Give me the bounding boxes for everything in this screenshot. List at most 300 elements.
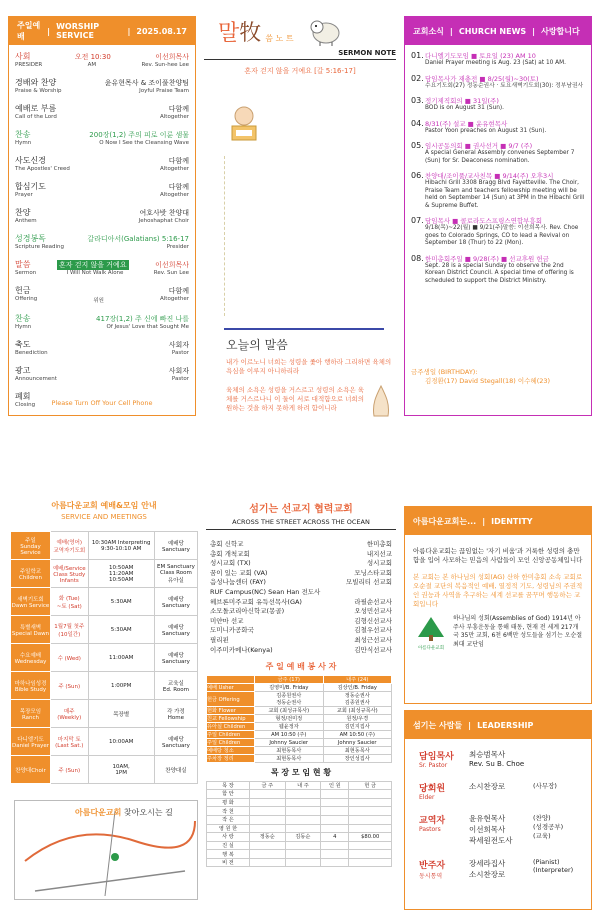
identity-header: 아름다운교회는... | IDENTITY — [405, 507, 591, 535]
leader-extra: (사무장) — [533, 782, 557, 790]
worship-item-name: 축도 — [15, 340, 31, 349]
news-item-text: Hibachi Grill 3308 Bragg Blvd Fayetteville. The Choir, Praise Team and teachers fellowship meeting will be held on September 14 (Sun) at 3PM in the Hibachi Grill & Supreme Buffet. — [425, 180, 585, 209]
service-row — [11, 644, 198, 672]
mission-partner: 오성민선교사 — [354, 607, 392, 616]
duty-row — [207, 684, 392, 692]
service-name: 주일학교 Children — [11, 560, 51, 588]
worship-item-leader: 다함께 — [168, 287, 189, 295]
news-item-number: 08. — [411, 253, 424, 263]
news-item-title: 한미총회주일 ■ 9/28(주) ■ 선교후원 헌금 — [425, 254, 549, 263]
leader-role-en: Pastors — [419, 826, 441, 833]
service-place: 예배당 Sanctuary — [154, 588, 197, 616]
news-item — [411, 171, 585, 210]
service-time: 11:00AM — [88, 644, 154, 672]
worship-item-name-en: Scripture Reading — [15, 244, 65, 250]
duty-row — [207, 747, 392, 755]
ranch-row — [207, 790, 392, 799]
tree-logo-icon — [416, 615, 446, 641]
ranch-cell: 진 실 — [207, 841, 250, 850]
leadership-header-right: LEADERSHIP — [477, 720, 534, 730]
ranch-row — [207, 858, 392, 867]
duty-cell: 교회 (최성규목사) — [255, 707, 324, 715]
ranch-cell — [249, 824, 285, 833]
worship-item-leader: 417장(1,2) 주 신에 빠진 나를 — [96, 315, 189, 323]
sermon-title-mok: 牧 — [239, 21, 262, 46]
leader-name-en: Rev. Su B. Choe — [469, 760, 525, 768]
service-name: 목장모임 Ranch — [11, 700, 51, 728]
mission-name: 필리핀 — [210, 635, 229, 644]
worship-item-name: 찬양 — [15, 208, 31, 217]
ranch-cell — [349, 858, 392, 867]
child-reading-icon — [224, 102, 264, 142]
ranch-cell — [285, 790, 321, 799]
worship-item-hymn2 — [9, 313, 195, 330]
news-item-title: 정기제직회의 ■ 31일(주) — [425, 97, 499, 105]
mission-item — [206, 598, 396, 608]
worship-item-reading — [9, 233, 195, 250]
duty-role: 헌금 Offering — [207, 692, 255, 707]
mission-partner: 모닝스타교회 — [354, 568, 392, 577]
worship-item-name: 광고 — [15, 366, 31, 375]
worship-item-name: 폐회 — [15, 392, 31, 401]
service-place: 예배당 Sanctuary — [154, 616, 197, 644]
service-name: 새벽기도회 Dawn Service — [11, 588, 51, 616]
mission-partner: 김만식선교사 — [354, 645, 392, 654]
ranch-row — [207, 824, 392, 833]
news-item-title: 담임목사 ■ 콜로라도스프링스연합부흥회 — [425, 217, 543, 225]
ranch-cell: 김동순 — [285, 833, 321, 842]
worship-item-detail: 혼자 걷지 않을 거예요 — [59, 261, 127, 269]
identity-header-left: 아름다운교회는... — [413, 516, 477, 526]
news-item-number: 07. — [411, 216, 424, 225]
mission-subtitle: ACROSS THE STREET ACROSS THE OCEAN — [206, 518, 396, 530]
duty-row — [207, 707, 392, 715]
ranch-cell: 행 복 — [207, 850, 250, 859]
service-place: 예배당 Sanctuary — [154, 728, 197, 756]
ranch-cell — [249, 807, 285, 816]
news-item-number: 06. — [411, 171, 424, 180]
service-day: 화 (Tue) ~토 (Sat) — [51, 588, 89, 616]
service-row — [11, 756, 198, 784]
worship-item-call — [9, 103, 195, 120]
mission-name: RUF Campus(NC) Sean Han 전도사 — [210, 587, 321, 596]
ranch-cell: 4 — [321, 833, 349, 842]
duty-col-header: 금주 (17) — [255, 676, 324, 684]
ranch-cell — [349, 850, 392, 859]
map — [14, 800, 198, 900]
worship-item-name: 합심기도 — [15, 182, 46, 191]
ranch-cell: 작 천 — [207, 807, 250, 816]
news-item-title: 담임목사가 재충전 ■ 8/25(월)~30(토) — [425, 74, 539, 83]
service-row — [11, 728, 198, 756]
ranch-col-header: 헌 금 — [349, 782, 392, 790]
news-item-text: 수요기도회(27) 정동순권사 · 토요새벽기도회(30): 정부남권사 — [425, 82, 584, 89]
worship-item-name-en: Prayer — [15, 192, 33, 198]
worship-item-leader: 여호사밧 찬양대 — [139, 209, 189, 217]
duty-role: 친교 Fellowship — [207, 715, 255, 723]
service-row — [11, 616, 198, 644]
mission-name: 이주미카메나(Kenya) — [210, 645, 273, 654]
worship-item-leader: 200장(1,2) 주의 피로 이룬 샘물 — [89, 131, 189, 139]
worship-item-leader-en: Altogether — [160, 166, 189, 172]
mission-partner: 김철우선교사 — [354, 626, 392, 635]
worship-item-leader: 갈라디아서(Galatians) 5:16-17 — [87, 235, 189, 243]
duty-role: 주차장 정리 — [207, 755, 255, 763]
mission-partner: 라필순선교사 — [354, 597, 392, 606]
identity-panel — [404, 506, 592, 704]
worship-item-name-en: Announcement — [15, 376, 57, 382]
service-name: 마하나임성경 Bible Study — [11, 672, 51, 700]
ranch-cell: 함 안 — [207, 790, 250, 799]
worship-item-leader-en: Joyful Praise Team — [139, 88, 189, 94]
leader-row — [419, 781, 583, 801]
mission-partner: 내지선교 — [366, 549, 392, 558]
news-item-text: 9/18(목)~22(월) ■ 9/21(주)말씀: 이선희목사. Rev. Choe goes to Colorado Springs, CO to lead a Revival on September 18 (Thur) to 22 (Mon). — [425, 225, 579, 246]
duty-cell: Johnny Saucier — [255, 739, 324, 747]
worship-item-name-en: Sermon — [15, 270, 37, 276]
duty-role: 주일 Children — [207, 731, 255, 739]
mission-partner: 성시교회 — [366, 559, 392, 568]
worship-item-announce — [9, 365, 195, 382]
worship-order-list — [9, 45, 195, 408]
ranch-cell: 영 원 한 — [207, 824, 250, 833]
mission-item — [206, 550, 396, 560]
duty-cell: Johnny Saucier — [323, 739, 392, 747]
sermon-note-panel — [204, 16, 396, 416]
news-item-title: 8/31(주) 설교 ■ 윤유현목사 — [425, 119, 508, 128]
service-day: 매주 (Weekly) — [51, 700, 89, 728]
worship-item-leader-en: Rev. Sun-hee Lee — [141, 62, 189, 68]
service-time: 10:50AM 11:20AM 10:50AM — [88, 560, 154, 588]
ranch-row — [207, 807, 392, 816]
ranch-cell — [249, 858, 285, 867]
worship-item-leader: 다함께 — [168, 105, 189, 113]
ranch-cell — [321, 841, 349, 850]
ranch-col-header: 내 주 — [285, 782, 321, 790]
mission-partner: 한미총회 — [366, 540, 392, 548]
duty-role: 예배당 청소 — [207, 747, 255, 755]
worship-item-leader-en: Altogether — [160, 192, 189, 198]
ranch-cell — [285, 824, 321, 833]
ranch-cell — [349, 790, 392, 799]
service-day: 수 (Wed) — [51, 644, 89, 672]
duty-cell: 정동순권사 김종원권사 — [323, 692, 392, 707]
ranch-cell — [321, 858, 349, 867]
service-place: 각 가정 Home — [154, 700, 197, 728]
duty-col-header — [207, 676, 255, 684]
mission-name: 성시교회 (TX) — [210, 559, 251, 568]
worship-header-date: 2025.08.17 — [136, 26, 187, 36]
news-item-title: 임시공동의회 ■ 권사선거 ■ 9/7 (주) — [425, 142, 533, 150]
leader-role-en: Elder — [419, 794, 435, 801]
mission-name: 총회 개척교회 — [210, 549, 250, 558]
ranch-cell — [321, 815, 349, 824]
worship-item-leader: 이선희목사 — [155, 53, 189, 61]
duty-role: 예배 Usher — [207, 684, 255, 692]
ranch-cell — [285, 815, 321, 824]
mission-item — [206, 569, 396, 579]
mission-name: 미얀마 선교 — [210, 616, 244, 625]
news-item-text: BOD is on August 31 (Sun). — [425, 105, 505, 111]
ranch-cell — [321, 790, 349, 799]
leader-role: 교역자 — [419, 816, 446, 826]
news-item-title: 찬양대/조이풀/교사친목 ■ 9/14(주) 오후3시 — [425, 172, 554, 180]
ranch-cell — [285, 807, 321, 816]
ranch-col-header: 목 장 — [207, 782, 250, 790]
duty-header-row — [207, 676, 392, 684]
worship-item-anthem — [9, 207, 195, 224]
mission-item — [206, 646, 396, 656]
worship-item-name-en: PRESIDER — [15, 62, 43, 68]
mission-item — [206, 588, 396, 598]
mission-item — [206, 636, 396, 646]
service-place: EM Sanctuary Class Room 유아실 — [154, 560, 197, 588]
worship-item-leader: 다함께 — [168, 157, 189, 165]
ranch-cell — [249, 798, 285, 807]
mission-item — [206, 607, 396, 617]
worship-panel — [8, 16, 196, 416]
ranch-table — [206, 781, 392, 867]
duty-cell: 교회 (최성규목사) — [323, 707, 392, 715]
leadership-panel — [404, 710, 592, 910]
worship-item-creed — [9, 155, 195, 172]
sermon-title-note: 씀 노 트 — [265, 34, 294, 43]
service-row — [11, 588, 198, 616]
worship-item-leader: 다함께 — [168, 183, 189, 191]
news-item — [411, 96, 585, 113]
ranch-cell: 사 랑 — [207, 833, 250, 842]
service-time: 10:30AM Interpreting 9:30-10:10 AM — [88, 532, 154, 560]
worship-item-name: 사도신경 — [15, 156, 46, 165]
mission-item — [206, 626, 396, 636]
church-logo — [413, 615, 449, 651]
ranch-cell — [349, 815, 392, 824]
worship-header-mid: WORSHIP SERVICE — [56, 22, 100, 40]
news-item — [411, 216, 585, 248]
sheep-icon — [308, 17, 344, 47]
ranch-row — [207, 798, 392, 807]
duty-cell: 김영미/B. Friday — [255, 684, 324, 692]
worship-item-name: 성경봉독 — [15, 234, 46, 243]
worship-item-prayer — [9, 181, 195, 198]
service-time: 1:00PM — [88, 672, 154, 700]
duty-cell: 장인성집사 — [323, 755, 392, 763]
duty-cell: 웹윤정자 — [255, 723, 324, 731]
mission-name: 총회 신학교 — [210, 540, 244, 548]
ranch-cell — [249, 790, 285, 799]
mission-panel — [206, 500, 396, 910]
worship-footer: Please Turn Off Your Cell Phone — [51, 399, 153, 407]
worship-item-leader: 사회자 — [168, 367, 189, 375]
verse-2: 육체의 소욕은 성령을 거스르고 성령의 소욕은 육체를 거스르나니 이 둘이 서로 대적함으로 너희의 원하는 것을 하지 못하게 하려 함이니라 — [226, 386, 364, 412]
duty-row — [207, 755, 392, 763]
services-subtitle: SERVICE AND MEETINGS — [61, 513, 147, 521]
news-item — [411, 141, 585, 165]
service-row — [11, 532, 198, 560]
service-day: 예배/Service Class Study Infants — [51, 560, 89, 588]
service-day: 1월7월 첫주 (10일간) — [51, 616, 89, 644]
service-place: 예배당 Sanctuary — [154, 532, 197, 560]
service-name: 특별새벽 Special Dawn — [11, 616, 51, 644]
leader-role: 반주자 — [419, 861, 446, 871]
duty-cell: AM 10:50 (주) — [255, 731, 324, 739]
news-item-number: 03. — [411, 96, 424, 105]
news-item — [411, 254, 585, 286]
service-row — [11, 672, 198, 700]
news-header-left: 교회소식 — [413, 26, 444, 36]
worship-item-name-en: The Apostles' Creed — [15, 166, 70, 172]
leader-extra: (Pianist) (Interpreter) — [533, 858, 574, 874]
mission-partner: 모빌리티 선교회 — [345, 578, 392, 587]
service-day: 주 (Sun) — [51, 672, 89, 700]
duty-role: 주일 Children — [207, 739, 255, 747]
worship-item-leader: 이선희목사 — [155, 261, 189, 269]
birthday-names: 김경환(17) David Stegall(18) 이수혜(23) — [425, 377, 551, 385]
sermon-note-lines — [224, 156, 384, 316]
services-title: 아름다운교회 예배&모임 안내 — [51, 501, 157, 510]
ranch-cell — [321, 798, 349, 807]
worship-item-leader-en: Pastor — [171, 350, 189, 356]
worship-item-name-en: Benediction — [15, 350, 48, 356]
mission-item — [206, 617, 396, 627]
leader-role-en: Sr. Pastor — [419, 762, 448, 769]
news-item-number: 01. — [411, 51, 424, 60]
worship-item-name: 사회 — [15, 52, 31, 61]
ranch-cell — [249, 815, 285, 824]
news-item — [411, 119, 585, 136]
service-name: 찬양대Choir — [11, 756, 51, 784]
worship-item-name-en: Anthem — [15, 218, 37, 224]
birthday — [411, 367, 550, 385]
birthday-label: 금주생일 (BIRTHDAY): — [411, 368, 478, 376]
today-word-title: 오늘의 말씀 — [226, 338, 288, 352]
sermon-note-label: SERMON NOTE — [204, 49, 396, 60]
duty-title: 주 일 예 배 봉 사 자 — [265, 662, 337, 672]
mission-name: 헤브론미주교회 유득선목사(GA) — [210, 597, 302, 606]
ranch-cell: 비 전 — [207, 858, 250, 867]
leader-name: 윤유현목사 이선희목사 곽세원전도사 — [469, 814, 513, 845]
ranch-cell — [349, 798, 392, 807]
worship-item-name-en: Closing — [15, 402, 36, 408]
news-item-text: Pastor Yoon preaches on August 31 (Sun). — [425, 127, 547, 134]
ranch-cell: 평 화 — [207, 798, 250, 807]
mission-partner: 김형신선교사 — [354, 616, 392, 625]
praying-hands-icon — [366, 382, 396, 418]
worship-item-name-en: Hymn — [15, 140, 32, 146]
worship-item-leader-en: Presider — [166, 244, 189, 250]
worship-item-name-en: Offering — [15, 296, 38, 302]
worship-item-praise — [9, 77, 195, 94]
duty-row — [207, 723, 392, 731]
leadership-header-left: 섬기는 사람들 — [413, 720, 463, 730]
news-panel — [404, 16, 592, 416]
leader-row — [419, 813, 583, 846]
ranch-cell — [249, 841, 285, 850]
news-item — [411, 74, 585, 91]
worship-item-leader-en: Altogether — [160, 114, 189, 120]
leadership-header: 섬기는 사람들 | LEADERSHIP — [405, 711, 591, 739]
mission-item — [206, 578, 396, 588]
news-item-number: 04. — [411, 118, 424, 128]
service-time: 5:30AM — [88, 616, 154, 644]
leadership-list — [405, 739, 591, 880]
ranch-cell — [285, 841, 321, 850]
ranch-cell: $80.00 — [349, 833, 392, 842]
ranch-col-header: 금 주 — [249, 782, 285, 790]
mission-partner: 최성근선교사 — [354, 635, 392, 644]
ranch-title: 목 장 모 임 현 황 — [270, 768, 332, 778]
duty-cell: 김상인/B. Friday — [323, 684, 392, 692]
news-list — [405, 45, 591, 285]
duty-cell: 형정/전미정 — [255, 715, 324, 723]
service-time: 5:30AM — [88, 588, 154, 616]
duty-role: 헌화 Flower — [207, 707, 255, 715]
ranch-cell — [321, 824, 349, 833]
worship-item-name: 경배와 찬양 — [15, 78, 57, 87]
service-day: 예배(영어) 교역자기도회 — [51, 532, 89, 560]
worship-item-name: 말씀 — [15, 260, 31, 269]
mission-name: 꿈이 있는 교회 (VA) — [210, 568, 268, 577]
mission-item — [206, 559, 396, 569]
sermon-title-mal: 말 — [218, 21, 240, 46]
worship-item-bene — [9, 339, 195, 356]
leader-extra — [533, 749, 583, 769]
service-row — [11, 560, 198, 588]
identity-p3: 하나님의 성회(Assemblies of God) 1914년 아주사 부흥운동을 통해 태동, 현재 전 세계 217개국 35만 교회, 6천 6백만 성도들을 섬기는 오순절 최대 교단임 — [453, 615, 583, 648]
leader-row — [419, 749, 583, 769]
sermon-subtitle: 혼자 걷지 않을 거예요 [갈 5:16-17] — [244, 67, 356, 75]
worship-item-leader-en: Pastor — [171, 376, 189, 382]
ranch-cell — [285, 798, 321, 807]
worship-item-leader: 윤유현목사 & 조이풀찬양팀 — [104, 79, 189, 87]
news-header: 교회소식 | CHURCH NEWS | 사랑합니다 — [405, 17, 591, 45]
news-item-number: 05. — [411, 141, 424, 150]
ranch-row — [207, 833, 392, 842]
duty-cell: 최현동목사 — [323, 747, 392, 755]
news-item-text: Daniel Prayer meeting is Aug. 23 (Sat) at 10 AM. — [425, 60, 566, 66]
service-day: 주 (Sun) — [51, 756, 89, 784]
duty-cell: 김민지집사 — [323, 723, 392, 731]
worship-item-sermon — [9, 259, 195, 276]
leader-row — [419, 858, 583, 880]
worship-item-detail-en: I Will Not Walk Alone — [66, 270, 124, 276]
duty-row — [207, 739, 392, 747]
ranch-cell — [349, 824, 392, 833]
map-label: 아름다운교회 찾아오시는 길 — [75, 808, 173, 817]
verse-1: 내가 이르노니 너희는 성령을 좇아 행하라 그리하면 육체의 욕심을 이루지 아니하리라 — [226, 358, 392, 375]
worship-item-leader-en: Of Jesus' Love that Sought Me — [106, 324, 189, 330]
worship-item-offering — [9, 285, 195, 304]
service-place: 찬양대실 — [154, 756, 197, 784]
ranch-row — [207, 850, 392, 859]
ranch-cell: 정동순 — [249, 833, 285, 842]
news-item-number: 02. — [411, 73, 424, 83]
leader-role: 담임목사 — [419, 752, 454, 762]
leader-name: 소시찬장로 — [469, 782, 506, 791]
leader-name: 최승범목사 — [469, 750, 506, 759]
worship-item-name-en: Praise & Worship — [15, 88, 62, 94]
mission-item — [206, 540, 396, 550]
worship-item-name: 헌금 — [15, 286, 31, 295]
leader-name: 장세라집사 소시찬장로 — [469, 859, 506, 879]
ranch-col-header: 인 원 — [321, 782, 349, 790]
worship-item-name: 찬송 — [15, 130, 31, 139]
ranch-row — [207, 841, 392, 850]
news-header-mid: CHURCH NEWS — [458, 26, 527, 36]
identity-header-right: IDENTITY — [491, 516, 533, 526]
services-panel — [10, 500, 198, 910]
duty-cell: 최현동목사 — [255, 747, 324, 755]
